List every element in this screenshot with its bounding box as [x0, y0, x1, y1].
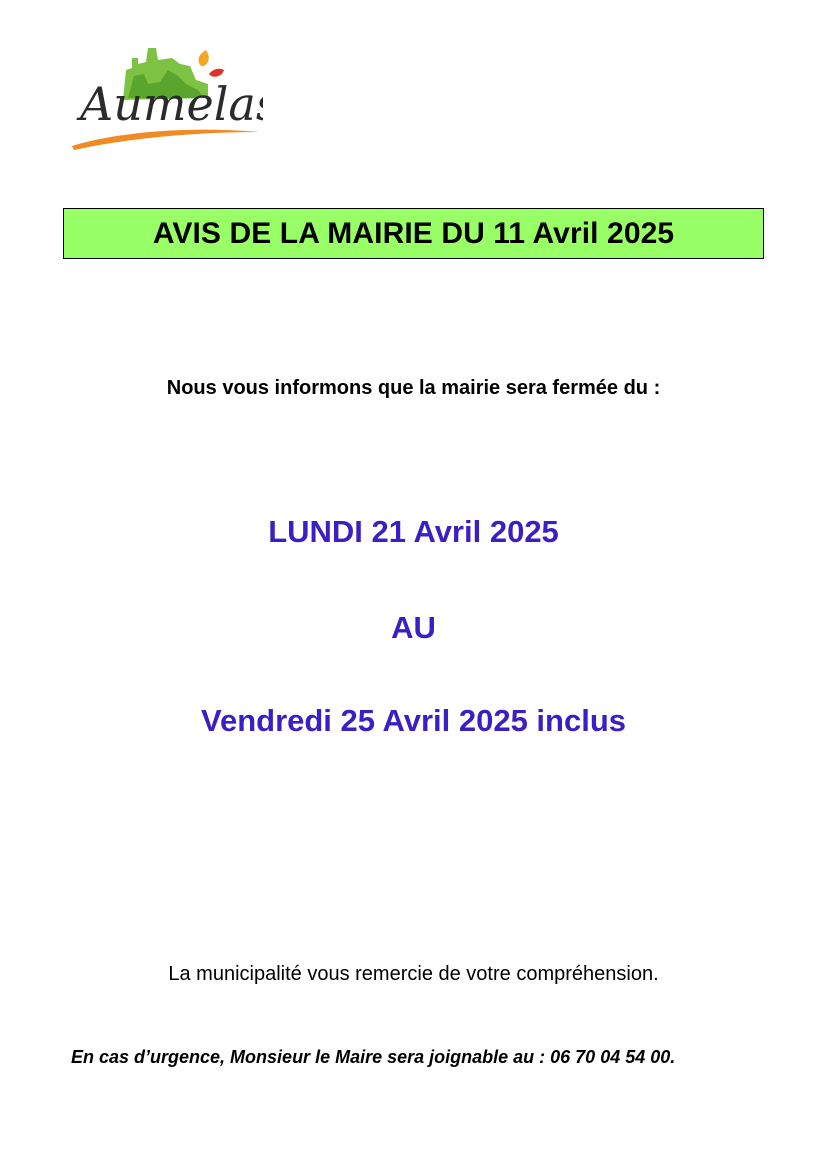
closing-start-date: LUNDI 21 Avril 2025 — [268, 514, 559, 549]
aumelas-logo — [68, 40, 263, 152]
emergency-contact: En cas d’urgence, Monsieur le Maire sera joignable au : 06 70 04 54 00. — [71, 1047, 676, 1067]
closing-connector: AU — [391, 610, 436, 645]
swoosh-shape — [72, 130, 260, 150]
closing-end-date: Vendredi 25 Avril 2025 inclus — [200, 703, 627, 738]
intro-text: Nous vous informons que la mairie sera fermée du : — [166, 377, 661, 399]
aumelas-logo-graphic — [68, 40, 263, 152]
red-leaf-icon — [209, 69, 224, 77]
notice-title-box — [63, 208, 764, 259]
orange-leaf-icon — [199, 50, 209, 66]
thanks-text: La municipalité vous remercie de votre compréhension. — [168, 963, 659, 985]
notice-title: AVIS DE LA MAIRIE DU 11 Avril 2025 — [152, 216, 675, 250]
logo-wordmark: Aumelas — [80, 77, 263, 131]
